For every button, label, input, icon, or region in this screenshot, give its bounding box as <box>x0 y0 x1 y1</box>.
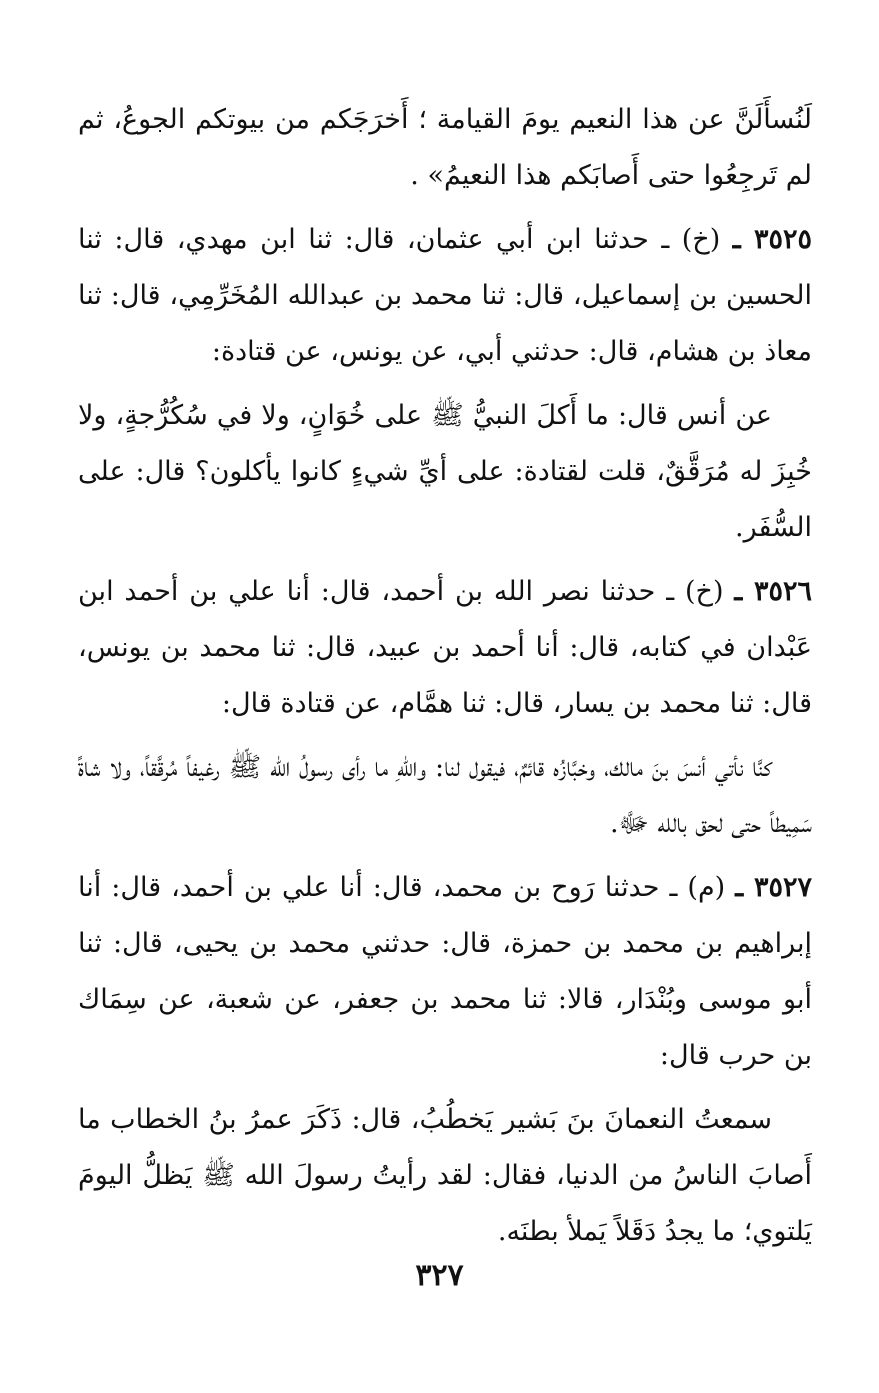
hadith-3527-matn <box>78 1092 812 1260</box>
paragraph-text: لَنُسأَلَنَّ عن هذا النعيم يومَ القيامة ؛ أَخرَجَكم من بيوتكم الجوعُ، ثم لم تَرجِعُوا حتى أَصابَكم هذا النعيمُ» . <box>78 104 812 191</box>
page-number: ٣٢٧ <box>415 1258 464 1293</box>
hadith-3526-isnad <box>78 564 812 732</box>
paragraph-text: (خ) ـ حدثنا ابن أبي عثمان، قال: ثنا ابن مهدي، قال: ثنا الحسين بن إسماعيل، قال: ثنا محمد بن عبدالله المُخَرِّمِي، قال: ثنا معاذ بن هشام، قال: حدثني أبي، عن يونس، عن قتادة: <box>78 224 812 367</box>
hadith-number: ٣٥٢٦ ـ <box>734 576 812 607</box>
hadith-3525-matn <box>78 388 812 556</box>
hadith-3527-isnad <box>78 860 812 1084</box>
hadith-3526-matn <box>78 740 812 852</box>
book-page <box>78 92 812 1312</box>
paragraph-continuation <box>78 92 812 204</box>
paragraph-text: كنَّا نأتي أنسَ بنَ مالك، وخبَّازُه قائمٌ، فيقول لنا: واللهِ ما رأى رسولُ الله ﷺ رغيفاً مُرقَّقاً، ولا شاةً سَمِيطاً حتى لحق بالله ﷻ. <box>78 752 812 839</box>
hadith-number: ٣٥٢٥ ـ <box>732 224 812 255</box>
paragraph-text: عن أنس قال: ما أَكلَ النبيُّ ﷺ على خُوَانٍ، ولا في سُكُرُّجةٍ، ولا خُبِزَ له مُرَقَّقٌ، قلت لقتادة: على أيِّ شيءٍ كانوا يأكلون؟ قال: على السُّفَر. <box>78 400 812 543</box>
hadith-3525-isnad <box>78 212 812 380</box>
paragraph-text: (خ) ـ حدثنا نصر الله بن أحمد، قال: أنا علي بن أحمد ابن عَبْدان في كتابه، قال: أنا أحمد بن عبيد، قال: ثنا محمد بن يونس، قال: ثنا محمد بن يسار، قال: ثنا همَّام، عن قتادة قال: <box>78 576 812 719</box>
hadith-number: ٣٥٢٧ ـ <box>735 872 813 903</box>
paragraph-text: (م) ـ حدثنا رَوح بن محمد، قال: أنا علي بن أحمد، قال: أنا إبراهيم بن محمد بن حمزة، قال: حدثني محمد بن يحيى، قال: ثنا أبو موسى وبُنْدَار، قالا: ثنا محمد بن جعفر، عن شعبة، عن سِمَاك بن حرب قال: <box>78 872 812 1071</box>
paragraph-text: سمعتُ النعمانَ بنَ بَشير يَخطُبُ، قال: ذَكَرَ عمرُ بنُ الخطاب ما أَصابَ الناسُ من الدنيا، فقال: لقد رأيتُ رسولَ الله ﷺ يَظلُّ اليومَ يَلتوي؛ ما يجدُ دَقَلاً يَملأ بطنَه. <box>78 1104 812 1247</box>
